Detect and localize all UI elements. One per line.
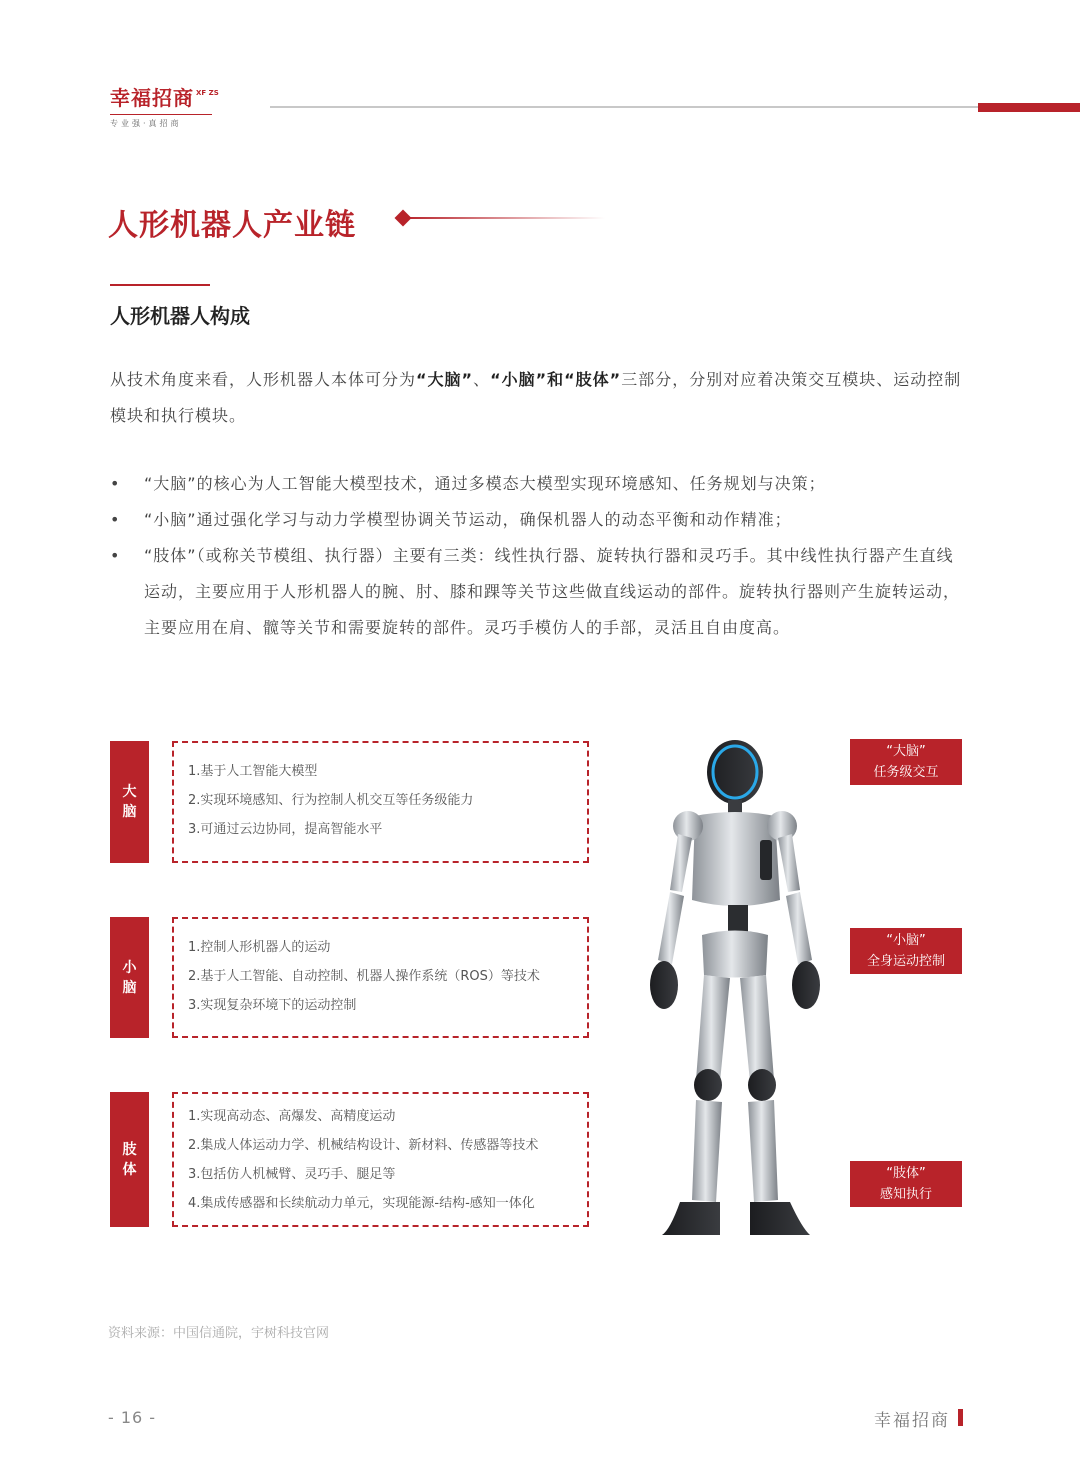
bullet-list bbox=[110, 466, 970, 646]
header-divider bbox=[270, 106, 980, 108]
intro-sep-2: 和 bbox=[547, 370, 565, 389]
bullet-text: “肢体”（或称关节模组、执行器）主要有三类：线性执行器、旋转执行器和灵巧手。其中线性执行器产生直线运动，主要应用于人形机器人的腕、肘、膝和踝等关节这些做直线运动的部件。旋转执行器则产生旋转运动，主要应用在肩、髋等关节和需要旋转的部件。灵巧手模仿人的手部，灵活且自由度高。 bbox=[144, 546, 961, 637]
cerebellum-item: 2.基于人工智能、自动控制、机器人操作系统（ROS）等技术 bbox=[188, 969, 540, 984]
intro-text-1: 从技术角度来看，人形机器人本体可分为 bbox=[110, 370, 417, 389]
cerebellum-tag-char: 小 bbox=[122, 959, 137, 976]
list-item bbox=[110, 466, 970, 502]
bullet-dot: • bbox=[110, 474, 121, 493]
brain-tag bbox=[110, 741, 149, 863]
limbs-box bbox=[172, 1092, 589, 1227]
limbs-tag-char: 体 bbox=[122, 1161, 137, 1178]
intro-cerebellum: “小脑” bbox=[490, 370, 548, 389]
limbs-label-subtitle: 感知执行 bbox=[879, 1187, 932, 1202]
title-decor-line bbox=[405, 217, 605, 219]
source-note: 资料来源：中国信通院，宇树科技官网 bbox=[108, 1326, 330, 1341]
footer-accent-bar bbox=[958, 1409, 963, 1426]
limbs-item: 1.实现高动态、高爆发、高精度运动 bbox=[188, 1109, 396, 1124]
cerebellum-item: 1.控制人形机器人的运动 bbox=[188, 940, 331, 955]
list-item bbox=[110, 538, 970, 646]
bullet-dot: • bbox=[110, 510, 121, 529]
limbs-tag-char: 肢 bbox=[122, 1141, 137, 1158]
brain-tag-char: 大 bbox=[122, 784, 137, 800]
header-accent-bar bbox=[978, 103, 1080, 112]
section-bar bbox=[110, 284, 210, 286]
brand-logo bbox=[110, 86, 219, 129]
cerebellum-label-title: “小脑” bbox=[886, 933, 926, 948]
intro-brain: “大脑” bbox=[416, 370, 474, 389]
brain-label bbox=[850, 739, 962, 785]
brain-item: 2.实现环境感知、行为控制人机交互等任务级能力 bbox=[188, 793, 474, 808]
brain-label-title: “大脑” bbox=[886, 744, 926, 759]
logo-text: 幸福招商 bbox=[110, 86, 194, 110]
cerebellum-box bbox=[172, 917, 589, 1038]
page-number: - 16 - bbox=[108, 1408, 157, 1427]
intro-limbs: “肢体” bbox=[564, 370, 622, 389]
cerebellum-tag-char: 脑 bbox=[122, 979, 137, 996]
limbs-item: 2.集成人体运动力学、机械结构设计、新材料、传感器等技术 bbox=[188, 1138, 539, 1153]
brain-label-subtitle: 任务级交互 bbox=[873, 765, 939, 780]
logo-slogan: 专业强·真招商 bbox=[110, 114, 212, 129]
humanoid-robot-illustration bbox=[640, 730, 840, 1250]
brain-item: 3.可通过云边协同，提高智能水平 bbox=[188, 822, 383, 837]
intro-sep-1: 、 bbox=[473, 370, 491, 389]
cerebellum-item: 3.实现复杂环境下的运动控制 bbox=[188, 998, 357, 1013]
logo-side-text: XF ZS bbox=[196, 89, 219, 97]
intro-text-2: 三部分，分别对应着决策交互模块、运动控制模块和执行模块。 bbox=[110, 370, 962, 425]
bullet-text: “小脑”通过强化学习与动力学模型协调关节运动，确保机器人的动态平衡和动作精准； bbox=[144, 510, 792, 529]
limbs-tag bbox=[110, 1092, 149, 1227]
limbs-item: 3.包括仿人机械臂、灵巧手、腿足等 bbox=[188, 1167, 396, 1182]
bullet-dot: • bbox=[110, 546, 121, 565]
limbs-item: 4.集成传感器和长续航动力单元，实现能源-结构-感知一体化 bbox=[188, 1196, 535, 1211]
brain-tag-char: 脑 bbox=[122, 804, 137, 820]
cerebellum-label-subtitle: 全身运动控制 bbox=[866, 954, 945, 969]
footer-brand: 幸福招商 bbox=[874, 1411, 950, 1431]
cerebellum-tag bbox=[110, 917, 149, 1038]
brain-item: 1.基于人工智能大模型 bbox=[188, 764, 318, 779]
limbs-label-title: “肢体” bbox=[886, 1166, 926, 1181]
bullet-text: “大脑”的核心为人工智能大模型技术，通过多模态大模型实现环境感知、任务规划与决策； bbox=[144, 474, 826, 493]
section-title: 人形机器人构成 bbox=[110, 304, 250, 328]
brain-box bbox=[172, 741, 589, 863]
limbs-label bbox=[850, 1161, 962, 1207]
cerebellum-label bbox=[850, 928, 962, 974]
list-item bbox=[110, 502, 970, 538]
page-title: 人形机器人产业链 bbox=[108, 208, 356, 243]
intro-paragraph bbox=[110, 362, 970, 434]
